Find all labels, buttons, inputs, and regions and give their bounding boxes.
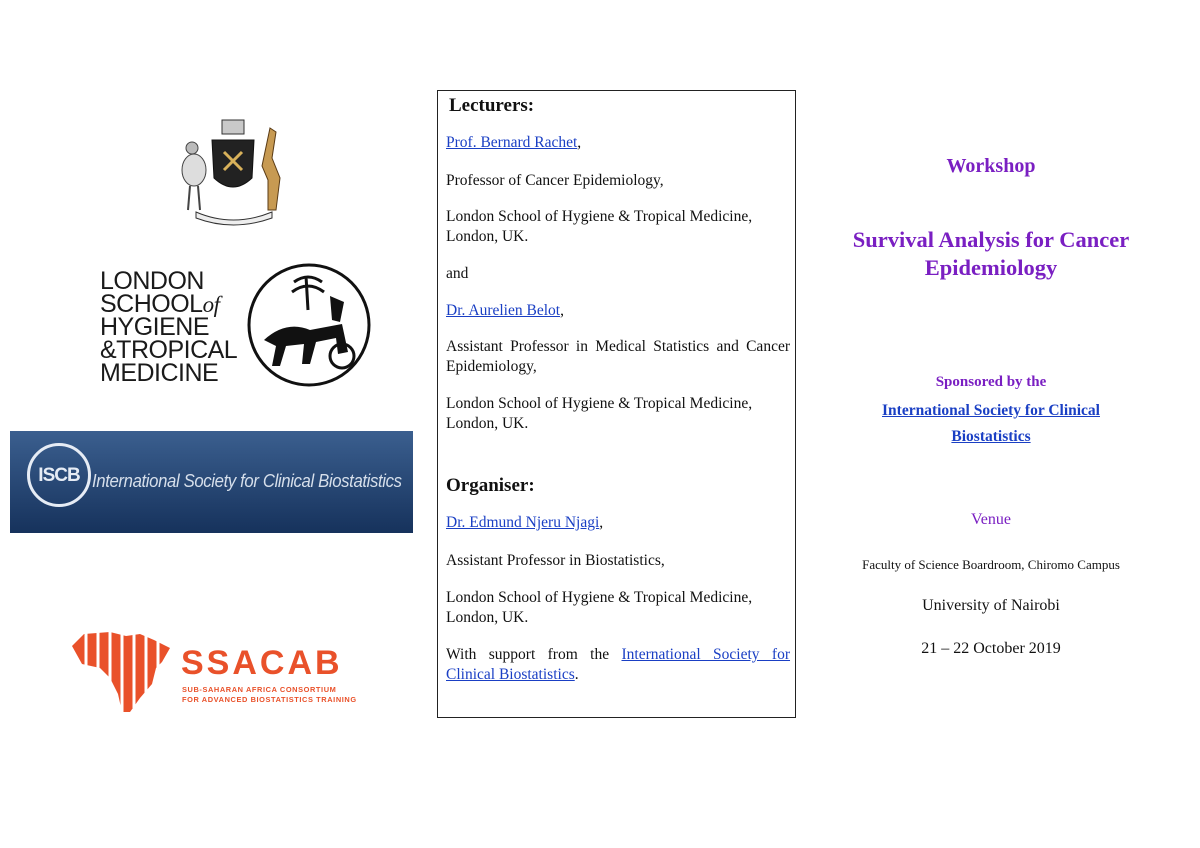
lecturers-organiser-box [437, 90, 796, 718]
lecturer-2-affiliation: London School of Hygiene & Tropical Medicine, London, UK. [446, 395, 753, 432]
ssacab-subtitle-line-1: SUB-SAHARAN AFRICA CONSORTIUM [182, 685, 337, 694]
workshop-dates: 21 – 22 October 2019 [921, 640, 1061, 657]
lecturer-1-title: Professor of Cancer Epidemiology, [446, 172, 664, 189]
support-statement [446, 645, 790, 685]
lshtm-word-school: SCHOOL [100, 290, 203, 318]
lecturer-1-comma: , [577, 134, 582, 151]
lecturer-1-name-link[interactable]: Prof. Bernard Rachet [446, 134, 578, 151]
lecturer-1-line [446, 133, 790, 153]
organiser-heading: Organiser: [446, 475, 535, 496]
lshtm-word-medicine: MEDICINE [100, 359, 219, 387]
lecturer-2-title: Assistant Professor in Medical Statistics and Cancer Epidemiology, [446, 338, 790, 375]
support-period: . [574, 666, 579, 683]
ssacab-africa-map-logo [70, 628, 172, 714]
venue-label: Venue [971, 511, 1011, 528]
sponsor-iscb-link[interactable]: International Society for Clinical Biostatistics [882, 402, 1100, 445]
lecturer-2-name-link[interactable]: Dr. Aurelien Belot [446, 302, 561, 319]
support-prefix: With support from the [446, 646, 610, 663]
lecturer-2-line [446, 301, 790, 321]
iscb-abbreviation: ISCB [38, 465, 80, 486]
organiser-name-link[interactable]: Dr. Edmund Njeru Njagi [446, 514, 600, 531]
ssacab-subtitle-line-2: FOR ADVANCED BIOSTATISTICS TRAINING [182, 695, 357, 704]
lshtm-word-hygiene: HYGIENE [100, 313, 210, 341]
iscb-banner-logo [10, 431, 413, 533]
iscb-support-link[interactable]: International Society for Clinical Biostatistics [446, 646, 791, 683]
university-of-nairobi-crest-logo [172, 118, 294, 230]
organiser-title: Assistant Professor in Biostatistics, [446, 552, 665, 569]
organiser-affiliation: London School of Hygiene & Tropical Medicine, London, UK. [446, 589, 753, 626]
organiser-line [446, 513, 790, 533]
organiser-comma: , [599, 514, 604, 531]
workshop-label: Workshop [946, 155, 1036, 177]
lecturer-1-affiliation: London School of Hygiene & Tropical Medicine, London, UK. [446, 208, 753, 245]
lshtm-wordmark-logo [100, 267, 240, 387]
lshtm-word-tropical: &TROPICAL [100, 336, 238, 364]
sponsored-by-label: Sponsored by the [935, 374, 1047, 390]
iscb-circle-emblem [27, 443, 91, 507]
venue-place: Faculty of Science Boardroom, Chiromo Campus [862, 557, 1120, 572]
ssacab-title: SSACAB [181, 644, 343, 682]
lshtm-word-london: LONDON [100, 267, 204, 295]
iscb-full-name: International Society for Clinical Biostatistics [92, 471, 402, 491]
lshtm-word-of: of [202, 292, 220, 317]
and-connector: and [446, 265, 469, 282]
workshop-title: Survival Analysis for Cancer Epidemiology [852, 227, 1130, 280]
lecturer-2-comma: , [560, 302, 564, 319]
lshtm-seal-logo [246, 262, 372, 388]
venue-university: University of Nairobi [922, 597, 1060, 614]
lecturers-heading: Lecturers: [449, 95, 535, 116]
